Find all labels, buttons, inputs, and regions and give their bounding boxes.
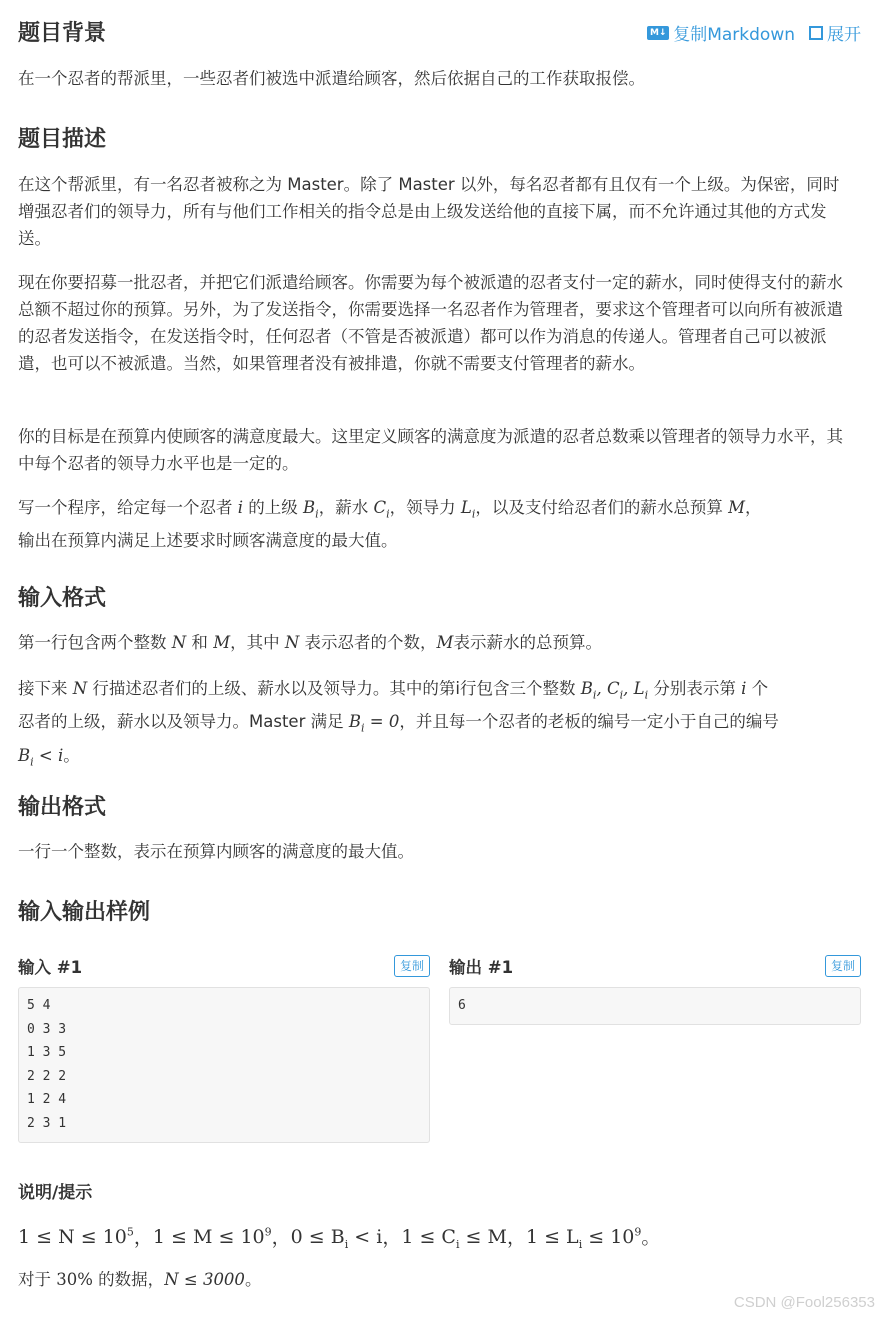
input-format-p1: 第一行包含两个整数 N 和 M，其中 N 表示忍者的个数，M表示薪水的总预算。 — [18, 633, 602, 652]
background-text: 在一个忍者的帮派里，一些忍者们被选中派遣给顾客，然后依据自己的工作获取报偿。 — [18, 69, 645, 88]
sample-output-label: 输出 #1 — [449, 958, 514, 977]
description-p1: 在这个帮派里，有一名忍者被称之为 Master。除了 Master 以外，每名忍者都有且仅有一个上级。为保密，同时增强忍者们的领导力，所有与他们工作相关的指令总是由上级发送给他的直接下属，而不允许通过其他的方式发送。 — [18, 175, 840, 248]
sample-output-code[interactable]: 6 — [449, 987, 861, 1025]
math-ci: $C_i$ — [373, 498, 390, 521]
copy-input-button[interactable]: 复制 — [394, 955, 430, 977]
hint-subtask: 对于 30% 的数据，N ≤ 3000。 — [18, 1270, 262, 1289]
description-p4: 写一个程序，给定每一个忍者 i 的上级 $B_i$，薪水 $C_i$，领导力 $L_i$，以及支付给忍者们的薪水总预算 M， 输出在预算内满足上述要求时顾客满意度的最大值。 — [18, 498, 762, 551]
output-format-title: 输出格式 — [18, 795, 107, 820]
markdown-icon: M↓ — [647, 26, 669, 40]
hint-constraints: $1 \le N \le 10^5$，$1 \le M \le 10^9$，$0 \le B_i < i$，$1 \le C_i \le M$，$1 \le L_i \le 10^9$。 — [18, 1226, 661, 1252]
sample-input-code[interactable]: 5 4 0 3 3 1 3 5 2 2 2 1 2 4 2 3 1 — [18, 987, 430, 1143]
expand-icon — [809, 26, 823, 40]
copy-output-button[interactable]: 复制 — [825, 955, 861, 977]
background-title: 题目背景 — [18, 21, 107, 46]
toolbar — [647, 20, 861, 45]
description-p2: 现在你要招募一批忍者，并把它们派遣给顾客。你需要为每个被派遣的忍者支付一定的薪水，同时使得支付的薪水总额不超过你的预算。另外，为了发送指令，你需要选择一名忍者作为管理者，要求这个管理者可以向所有被派遣的忍者发送指令，在发送指令时，任何忍者（不管是否被派遣）都可以作为消息的传递人。管理者自己可以被派遣，也可以不被派遣。当然，如果管理者没有被排遣，你就不需要支付管理者的薪水。 — [18, 273, 843, 373]
input-format-p2: 接下来 N 行描述忍者们的上级、薪水以及领导力。其中的第i行包含三个整数 $B_i$, $C_i$, $L_i$ 分别表示第 i 个 忍者的上级，薪水以及领导力。Master 满足 $B_i = 0$，并且每一个忍者的老板的编号一定小于自己的编号 $B_i < i$。 — [18, 679, 779, 768]
samples-title: 输入输出样例 — [18, 900, 151, 925]
description-p3: 你的目标是在预算内使顾客的满意度最大。这里定义顾客的满意度为派遣的忍者总数乘以管理者的领导力水平，其中每个忍者的领导力水平也是一定的。 — [18, 427, 843, 473]
description-title: 题目描述 — [18, 127, 107, 152]
math-m: M — [728, 498, 746, 517]
expand-label: 展开 — [827, 25, 861, 45]
sample-input-label: 输入 #1 — [18, 958, 83, 977]
sample-input-panel — [18, 953, 430, 1143]
sample-output-panel — [449, 953, 861, 1025]
copy-markdown-label: 复制Markdown — [673, 25, 795, 45]
output-format-text: 一行一个整数，表示在预算内顾客的满意度的最大值。 — [18, 842, 414, 861]
hint-title: 说明/提示 — [18, 1183, 93, 1203]
expand-button[interactable] — [809, 20, 861, 45]
watermark: CSDN @Fool256353 — [733, 1294, 875, 1311]
math-li: $L_i$ — [460, 498, 476, 521]
copy-markdown-button[interactable] — [647, 20, 795, 45]
input-format-title: 输入格式 — [18, 586, 107, 611]
math-i: i — [237, 498, 244, 517]
math-bi: $B_i$ — [303, 498, 319, 521]
